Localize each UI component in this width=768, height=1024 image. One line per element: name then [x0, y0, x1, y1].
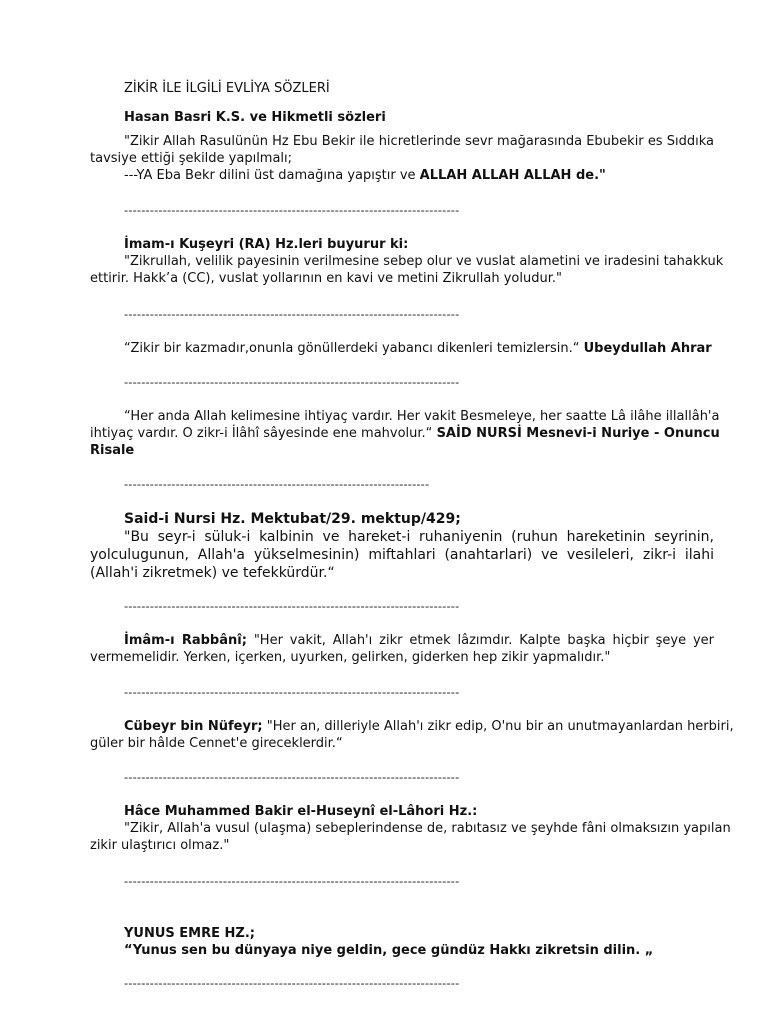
separator: ------------------------------------------------------------------------------	[124, 770, 460, 784]
hace-line-1: "Zikir, Allah'a vusul (ulaşma) sebeplerindense de, rabıtasız ve şeyhde fâni olmaksızın yapılan	[124, 821, 731, 836]
hasan-basri-line-3-text: ---YA Eba Bekr dilini üst damağına yapıştır ve	[124, 168, 420, 183]
separator: ------------------------------------------------------------------------------	[124, 203, 460, 217]
yunus-quote: “Yunus sen bu dünyaya niye geldin, gece gündüz Hakkı zikretsin dilin. „	[124, 943, 654, 958]
cubeyr-line-1-text: "Her an, dilleriyle Allah'ı zikr edip, O'nu bir an unutmayanlardan herbiri,	[262, 719, 734, 734]
kuseyri-line-2: ettirir. Hakk’a (CC), vuslat yollarının en kavi ve metini Zikrullah yoludur."	[90, 271, 562, 286]
rabbani-line-1	[124, 632, 714, 649]
hasan-basri-line-3	[124, 167, 606, 184]
nursi-mektubat-line-3: (Allah'i zikretmek) ve tefekkürdür.“	[90, 565, 335, 581]
rabbani-line-2: vermemelidir. Yerken, içerken, uyurken, gelirken, giderken hep zikir yapmalıdır."	[90, 650, 611, 665]
cubeyr-line-2: güler bir hâlde Cennet'e gireceklerdir.“	[90, 736, 343, 751]
nursi-quote-line-2	[90, 425, 720, 442]
separator: ------------------------------------------------------------------------------	[124, 685, 460, 699]
nursi-quote-source: SAİD NURSİ Mesnevi-i Nuriye - Onuncu	[436, 426, 720, 441]
nursi-mektubat-heading: Said-i Nursi Hz. Mektubat/29. mektup/429;	[124, 511, 461, 527]
ahrar-quote	[124, 340, 712, 357]
document-title: ZİKİR İLE İLGİLİ EVLİYA SÖZLERİ	[124, 81, 330, 96]
separator: ------------------------------------------------------------------------------	[124, 874, 460, 888]
kuseyri-line-1: "Zikrullah, velilik payesinin verilmesine sebep olur ve vuslat alametini ve iradesini tahakkuk	[124, 254, 724, 269]
hace-heading: Hâce Muhammed Bakir el-Huseynî el-Lâhori Hz.:	[124, 804, 478, 819]
hasan-basri-line-2: tavsiye ettiği şekilde yapılmalı;	[90, 151, 293, 166]
cubeyr-line-1	[124, 718, 734, 735]
separator: -----------------------------------------------------------------------	[124, 477, 430, 491]
rabbani-name: İmâm-ı Rabbânî;	[124, 633, 247, 648]
cubeyr-name: Cübeyr bin Nüfeyr;	[124, 719, 263, 734]
separator: ------------------------------------------------------------------------------	[124, 375, 460, 389]
kuseyri-heading: İmam-ı Kuşeyri (RA) Hz.leri buyurur ki:	[124, 237, 409, 252]
nursi-quote-source-end: Risale	[90, 443, 135, 458]
hasan-basri-line-1: "Zikir Allah Rasulünün Hz Ebu Bekir ile hicretlerinde sevr mağarasında Ebubekir es Sıddıka	[124, 134, 714, 149]
nursi-mektubat-line-2: yolculugunun, Allah'a yükselmesinin) miftahlari (anahtarlari) ve vesileleri, zikr-i ilahi	[90, 547, 714, 563]
rabbani-line-1-text: "Her vakit, Allah'ı zikr etmek lâzımdır. Kalpte başka hiçbir şeye yer	[246, 633, 714, 648]
nursi-mektubat-line-1: "Bu seyr-i süluk-i kalbinin ve hareket-i ruhaniyenin (ruhun hareketinin seyrinin,	[124, 529, 714, 545]
hasan-basri-heading: Hasan Basri K.S. ve Hikmetli sözleri	[124, 110, 386, 125]
nursi-quote-line-2-text: ihtiyaç vardır. O zikr-i İlâhî sâyesinde ene mahvolur.“	[90, 426, 437, 441]
separator: ------------------------------------------------------------------------------	[124, 307, 460, 321]
hasan-basri-line-3-bold: ALLAH ALLAH ALLAH de."	[419, 168, 606, 183]
nursi-quote-line-1: “Her anda Allah kelimesine ihtiyaç vardır. Her vakit Besmeleye, her saatte Lâ ilâhe illallâh'a	[124, 409, 720, 424]
ahrar-author: Ubeydullah Ahrar	[583, 341, 712, 356]
separator: ------------------------------------------------------------------------------	[124, 599, 460, 613]
ahrar-quote-text: “Zikir bir kazmadır,onunla gönüllerdeki yabancı dikenleri temizlersin.“	[124, 341, 584, 356]
hace-line-2: zikir ulaştırıcı olmaz."	[90, 838, 230, 853]
yunus-heading: YUNUS EMRE HZ.;	[124, 926, 255, 941]
separator: ------------------------------------------------------------------------------	[124, 976, 460, 990]
